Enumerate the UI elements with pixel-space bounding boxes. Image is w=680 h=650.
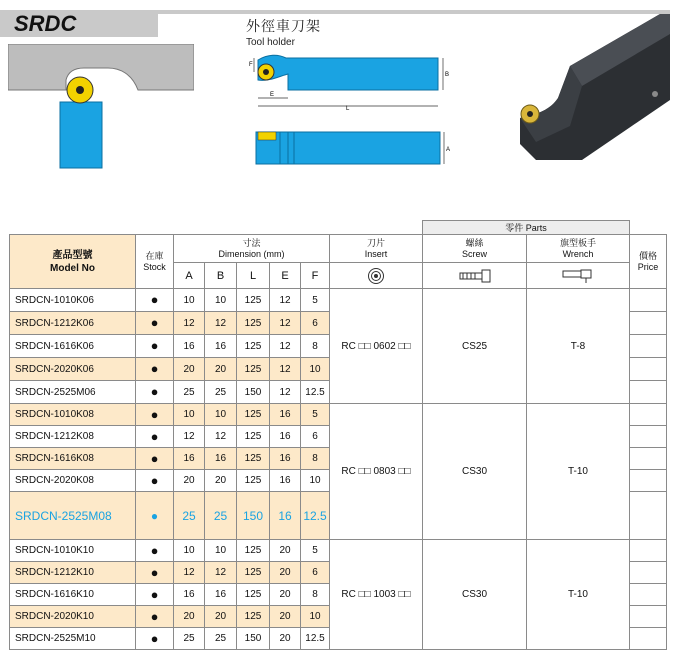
model-header-en: Model No [50, 262, 95, 274]
dim-label-l: L [346, 106, 350, 112]
cell-screw: CS25 [423, 289, 527, 404]
cell-dim-b: 12 [205, 312, 237, 335]
cell-price [630, 492, 667, 540]
cell-dim-l: 125 [237, 470, 270, 492]
wrench-header-en: Wrench [562, 248, 594, 259]
cell-screw: CS30 [423, 404, 527, 540]
col-header-dimension [174, 235, 330, 263]
cell-dim-b: 12 [205, 426, 237, 448]
cell-dim-a: 20 [174, 470, 205, 492]
cell-model: SRDCN-1616K10 [10, 584, 136, 606]
cell-dim-l: 150 [237, 381, 270, 404]
cell-dim-l: 150 [237, 492, 270, 540]
price-header-en: Price [637, 261, 659, 272]
cell-dim-a: 25 [174, 492, 205, 540]
cell-model: SRDCN-1010K08 [10, 404, 136, 426]
cell-dim-a: 20 [174, 606, 205, 628]
dim-label-b: B [445, 72, 450, 78]
cell-dim-b: 20 [205, 470, 237, 492]
cell-wrench: T-8 [527, 289, 630, 404]
cell-stock: ● [136, 381, 174, 404]
cell-dim-l: 125 [237, 312, 270, 335]
cell-stock: ● [136, 289, 174, 312]
cell-dim-a: 25 [174, 381, 205, 404]
cell-stock: ● [136, 562, 174, 584]
cell-model: SRDCN-2525M10 [10, 628, 136, 650]
table-row [10, 540, 667, 562]
cell-wrench: T-10 [527, 404, 630, 540]
cell-stock: ● [136, 540, 174, 562]
cell-model: SRDCN-2525M06 [10, 381, 136, 404]
cell-insert: RC □□ 0803 □□ [330, 404, 423, 540]
cell-stock: ● [136, 448, 174, 470]
cell-dim-l: 125 [237, 335, 270, 358]
cell-stock: ● [136, 312, 174, 335]
dim-col-a: A [174, 263, 205, 289]
cell-price [630, 358, 667, 381]
cell-dim-a: 16 [174, 335, 205, 358]
cell-model: SRDCN-1212K10 [10, 562, 136, 584]
cell-dim-f: 6 [301, 312, 330, 335]
col-header-wrench [527, 235, 630, 263]
cell-price [630, 606, 667, 628]
cell-dim-l: 125 [237, 358, 270, 381]
cell-dim-e: 12 [270, 312, 301, 335]
cell-dim-e: 16 [270, 404, 301, 426]
cell-price [630, 426, 667, 448]
tool-holder-side-view [252, 130, 454, 166]
price-header-zh: 價格 [638, 250, 657, 261]
cell-dim-e: 20 [270, 628, 301, 650]
cell-dim-a: 12 [174, 562, 205, 584]
cell-dim-l: 125 [237, 404, 270, 426]
cell-dim-a: 12 [174, 312, 205, 335]
cell-dim-l: 125 [237, 426, 270, 448]
insert-header-en: Insert [364, 248, 388, 259]
screw-header-zh: 螺絲 [465, 237, 484, 248]
cell-stock: ● [136, 404, 174, 426]
cell-dim-l: 125 [237, 540, 270, 562]
dim-label-f: F [249, 62, 253, 68]
cell-dim-b: 10 [205, 540, 237, 562]
cell-model: SRDCN-1010K06 [10, 289, 136, 312]
cell-dim-b: 16 [205, 448, 237, 470]
cell-dim-l: 125 [237, 448, 270, 470]
cell-dim-l: 150 [237, 628, 270, 650]
tool-holder-product-image [510, 14, 670, 164]
cell-model: SRDCN-1616K08 [10, 448, 136, 470]
col-header-price [630, 235, 667, 289]
cell-model: SRDCN-2020K10 [10, 606, 136, 628]
cell-dim-b: 16 [205, 335, 237, 358]
cell-model: SRDCN-1212K08 [10, 426, 136, 448]
spec-table [9, 220, 667, 650]
cell-dim-b: 20 [205, 358, 237, 381]
cell-wrench: T-10 [527, 540, 630, 650]
dim-label-e: E [270, 92, 275, 98]
cell-insert: RC □□ 0602 □□ [330, 289, 423, 404]
stock-header-en: Stock [143, 261, 166, 272]
cell-model: SRDCN-1616K06 [10, 335, 136, 358]
cell-price [630, 470, 667, 492]
dim-label-a: A [446, 147, 451, 153]
cell-dim-f: 8 [301, 335, 330, 358]
insert-header-zh: 刀片 [366, 237, 385, 248]
dim-header-en: Dimension (mm) [218, 248, 285, 259]
cell-price [630, 562, 667, 584]
cell-price [630, 448, 667, 470]
cell-dim-e: 16 [270, 448, 301, 470]
cell-dim-f: 10 [301, 358, 330, 381]
dim-col-b: B [205, 263, 237, 289]
cell-dim-b: 25 [205, 492, 237, 540]
cell-dim-f: 5 [301, 540, 330, 562]
cell-dim-f: 12.5 [301, 492, 330, 540]
cell-dim-e: 20 [270, 540, 301, 562]
subtitle-en: Tool holder [246, 37, 295, 48]
cell-price [630, 404, 667, 426]
cell-dim-a: 16 [174, 448, 205, 470]
cell-dim-e: 16 [270, 492, 301, 540]
cell-dim-f: 12.5 [301, 628, 330, 650]
subtitle-zh: 外徑車刀架 [246, 18, 321, 34]
cell-stock: ● [136, 628, 174, 650]
cell-dim-a: 10 [174, 540, 205, 562]
cell-dim-f: 10 [301, 470, 330, 492]
cell-screw: CS30 [423, 540, 527, 650]
cell-stock: ● [136, 426, 174, 448]
cell-stock: ● [136, 584, 174, 606]
wrench-icon [527, 263, 630, 289]
cell-price [630, 289, 667, 312]
cell-dim-e: 16 [270, 426, 301, 448]
wrench-header-zh: 旗型板手 [559, 237, 596, 248]
cell-dim-f: 8 [301, 448, 330, 470]
table-row [10, 289, 667, 312]
tool-holder-top-view [244, 52, 454, 112]
cell-dim-b: 12 [205, 562, 237, 584]
col-header-model [10, 235, 136, 289]
cell-dim-f: 6 [301, 426, 330, 448]
cell-dim-e: 20 [270, 584, 301, 606]
cell-dim-b: 10 [205, 404, 237, 426]
cell-dim-f: 5 [301, 289, 330, 312]
cell-dim-l: 125 [237, 289, 270, 312]
cell-dim-e: 20 [270, 606, 301, 628]
cell-price [630, 335, 667, 358]
cell-stock: ● [136, 492, 174, 540]
cell-dim-e: 12 [270, 335, 301, 358]
cell-stock: ● [136, 606, 174, 628]
parts-caption: 零件 Parts [423, 221, 630, 235]
cell-dim-b: 25 [205, 628, 237, 650]
model-header-zh: 產品型號 [52, 249, 93, 261]
cell-dim-l: 125 [237, 584, 270, 606]
cell-dim-b: 10 [205, 289, 237, 312]
cell-dim-a: 16 [174, 584, 205, 606]
cell-stock: ● [136, 470, 174, 492]
cell-dim-a: 25 [174, 628, 205, 650]
dim-col-l: L [237, 263, 270, 289]
cell-dim-f: 12.5 [301, 381, 330, 404]
table-row [10, 404, 667, 426]
cell-dim-f: 5 [301, 404, 330, 426]
cell-price [630, 628, 667, 650]
cell-dim-b: 20 [205, 606, 237, 628]
page-title: SRDC [14, 11, 77, 36]
col-header-screw [423, 235, 527, 263]
cell-dim-f: 8 [301, 584, 330, 606]
cell-model: SRDCN-1010K10 [10, 540, 136, 562]
cell-price [630, 312, 667, 335]
cell-stock: ● [136, 358, 174, 381]
cell-dim-l: 125 [237, 606, 270, 628]
dim-header-zh: 寸法 [242, 237, 261, 248]
cell-model: SRDCN-2525M08 [10, 492, 136, 540]
cell-price [630, 584, 667, 606]
cell-dim-a: 10 [174, 289, 205, 312]
cell-dim-e: 12 [270, 381, 301, 404]
cell-price [630, 381, 667, 404]
stock-header-zh: 在庫 [145, 250, 164, 261]
cell-dim-e: 12 [270, 358, 301, 381]
cell-stock: ● [136, 335, 174, 358]
cell-dim-a: 12 [174, 426, 205, 448]
screw-icon [423, 263, 527, 289]
cell-dim-e: 16 [270, 470, 301, 492]
cell-dim-e: 20 [270, 562, 301, 584]
cell-price [630, 540, 667, 562]
cell-dim-b: 16 [205, 584, 237, 606]
cell-dim-f: 6 [301, 562, 330, 584]
insert-icon [330, 263, 423, 289]
cell-model: SRDCN-1212K06 [10, 312, 136, 335]
cell-model: SRDCN-2020K06 [10, 358, 136, 381]
cell-model: SRDCN-2020K08 [10, 470, 136, 492]
cell-dim-a: 20 [174, 358, 205, 381]
col-header-insert [330, 235, 423, 263]
dim-col-e: E [270, 263, 301, 289]
machining-diagram [8, 44, 194, 169]
cell-dim-f: 10 [301, 606, 330, 628]
cell-dim-a: 10 [174, 404, 205, 426]
cell-dim-l: 125 [237, 562, 270, 584]
cell-insert: RC □□ 1003 □□ [330, 540, 423, 650]
cell-dim-b: 25 [205, 381, 237, 404]
col-header-stock [136, 235, 174, 289]
screw-header-en: Screw [461, 248, 487, 259]
cell-dim-e: 12 [270, 289, 301, 312]
dim-col-f: F [301, 263, 330, 289]
